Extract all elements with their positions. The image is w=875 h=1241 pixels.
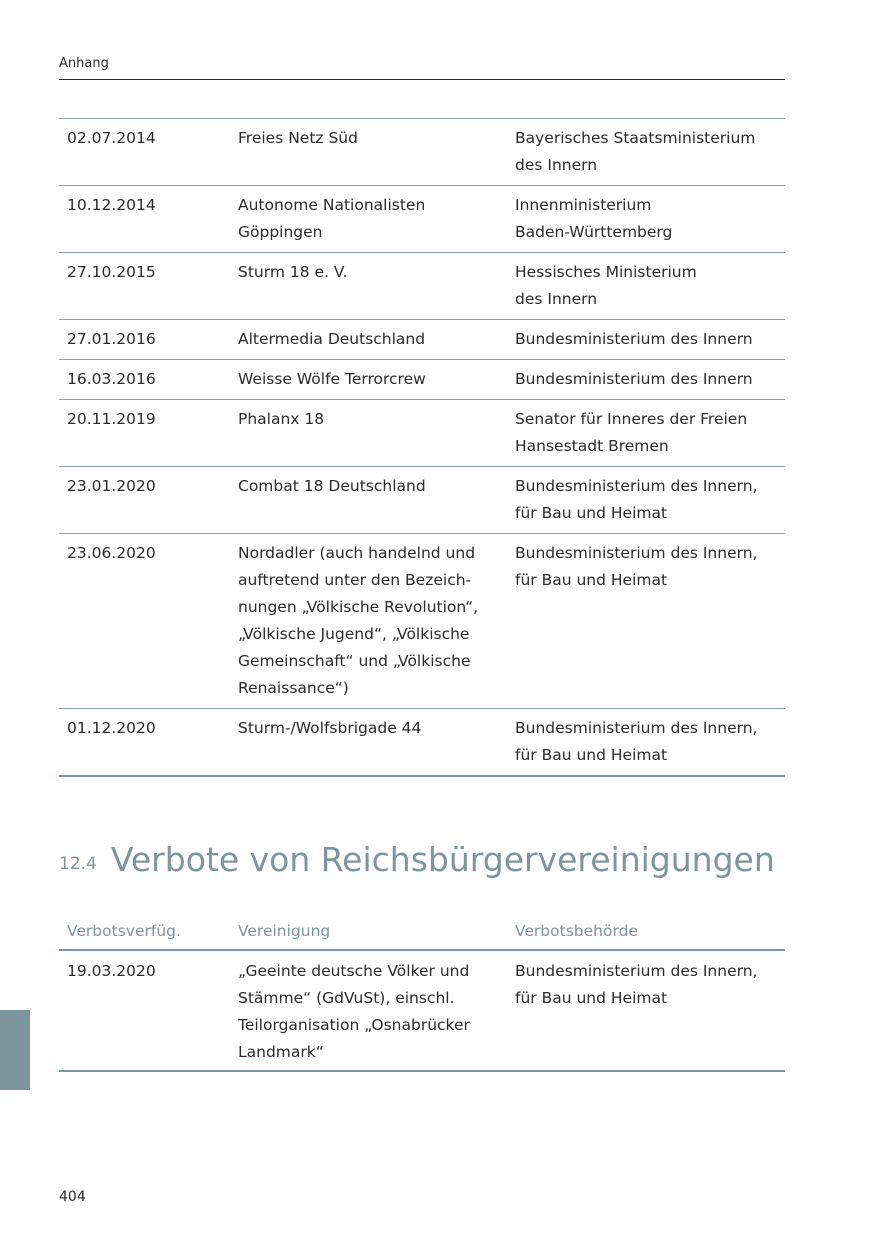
authority-name <box>515 360 785 400</box>
ban-date: 27.01.2016 <box>59 320 238 360</box>
association-name-line: auftretend unter den Bezeich- <box>238 571 472 589</box>
table-row <box>59 950 785 1071</box>
authority-name-line: für Bau und Heimat <box>515 989 668 1007</box>
authority-name-line: Baden-Württemberg <box>515 223 673 241</box>
table-row <box>59 320 785 360</box>
bans-table <box>59 118 785 777</box>
authority-name <box>515 186 785 253</box>
section-title: Verbote von Reichsbürgervereinigungen <box>110 840 775 879</box>
authority-name-line: Bayerisches Staatsministerium <box>515 129 756 147</box>
association-name-line: Weisse Wölfe Terrorcrew <box>238 370 426 388</box>
authority-name-line: Bundesministerium des Innern <box>515 330 753 348</box>
ban-date: 23.01.2020 <box>59 467 238 534</box>
association-name-line: Sturm 18 e. V. <box>238 263 348 281</box>
authority-name-line: Bundesministerium des Innern <box>515 370 753 388</box>
ban-date: 10.12.2014 <box>59 186 238 253</box>
authority-name-line: Bundesministerium des Innern, <box>515 544 758 562</box>
column-header-authority: Verbotsbehörde <box>515 918 785 950</box>
authority-name-line: Bundesministerium des Innern, <box>515 962 758 980</box>
table-row <box>59 400 785 467</box>
ban-date: 20.11.2019 <box>59 400 238 467</box>
authority-name-line: Bundesministerium des Innern, <box>515 477 758 495</box>
association-name <box>238 950 515 1071</box>
association-name <box>238 253 515 320</box>
association-name <box>238 709 515 777</box>
table-header-row <box>59 918 785 950</box>
association-name-line: Stämme“ (GdVuSt), einschl. <box>238 989 455 1007</box>
association-name-line: „Völkische Jugend“, „Völkische <box>238 625 470 643</box>
association-name-line: Teilorganisation „Osnabrücker <box>238 1016 470 1034</box>
association-name-line: Gemeinschaft“ und „Völkische <box>238 652 471 670</box>
ban-date: 01.12.2020 <box>59 709 238 777</box>
table-row <box>59 360 785 400</box>
table-row <box>59 119 785 186</box>
table-row <box>59 186 785 253</box>
association-name-line: Göppingen <box>238 223 323 241</box>
section-number: 12.4 <box>59 854 97 874</box>
association-name <box>238 186 515 253</box>
authority-name <box>515 253 785 320</box>
table-row <box>59 467 785 534</box>
association-name <box>238 119 515 186</box>
association-name-line: Phalanx 18 <box>238 410 325 428</box>
column-header-date: Verbotsverfüg. <box>59 918 238 950</box>
association-name <box>238 467 515 534</box>
ban-date: 02.07.2014 <box>59 119 238 186</box>
table-row <box>59 709 785 777</box>
association-name-line: Autonome Nationalisten <box>238 196 426 214</box>
running-head: Anhang <box>59 56 109 71</box>
association-name-line: Combat 18 Deutschland <box>238 477 426 495</box>
association-name <box>238 320 515 360</box>
bans-table-body <box>59 119 785 777</box>
authority-name-line: Senator für Inneres der Freien <box>515 410 748 428</box>
authority-name-line: Hansestadt Bremen <box>515 437 669 455</box>
authority-name-line: Hessisches Ministerium <box>515 263 697 281</box>
association-name-line: Landmark“ <box>238 1043 324 1061</box>
authority-name-line: für Bau und Heimat <box>515 504 668 522</box>
ban-date: 16.03.2016 <box>59 360 238 400</box>
table-row <box>59 534 785 709</box>
authority-name-line: für Bau und Heimat <box>515 571 668 589</box>
chapter-tab-marker <box>0 1010 30 1090</box>
association-name <box>238 534 515 709</box>
association-name-line: Nordadler (auch handelnd und <box>238 544 476 562</box>
association-name-line: „Geeinte deutsche Völker und <box>238 962 470 980</box>
authority-name <box>515 400 785 467</box>
authority-name-line: Innenministerium <box>515 196 652 214</box>
authority-name-line: Bundesministerium des Innern, <box>515 719 758 737</box>
authority-name-line: des Innern <box>515 156 598 174</box>
authority-name <box>515 320 785 360</box>
authority-name-line: des Innern <box>515 290 598 308</box>
section-heading <box>59 840 775 879</box>
header-rule <box>59 79 785 80</box>
association-name <box>238 400 515 467</box>
reichsbuerger-table-body <box>59 950 785 1071</box>
authority-name <box>515 950 785 1071</box>
table-row <box>59 253 785 320</box>
association-name-line: nungen „Völkische Revolution“, <box>238 598 479 616</box>
association-name-line: Sturm-/Wolfsbrigade 44 <box>238 719 422 737</box>
ban-date: 23.06.2020 <box>59 534 238 709</box>
ban-date: 27.10.2015 <box>59 253 238 320</box>
page-number: 404 <box>59 1189 86 1205</box>
authority-name <box>515 534 785 709</box>
reichsbuerger-bans-table <box>59 918 785 1072</box>
association-name-line: Renaissance“) <box>238 679 349 697</box>
authority-name-line: für Bau und Heimat <box>515 746 668 764</box>
authority-name <box>515 467 785 534</box>
association-name-line: Freies Netz Süd <box>238 129 358 147</box>
association-name-line: Altermedia Deutschland <box>238 330 426 348</box>
authority-name <box>515 709 785 777</box>
ban-date: 19.03.2020 <box>59 950 238 1071</box>
association-name <box>238 360 515 400</box>
authority-name <box>515 119 785 186</box>
column-header-association: Vereinigung <box>238 918 515 950</box>
